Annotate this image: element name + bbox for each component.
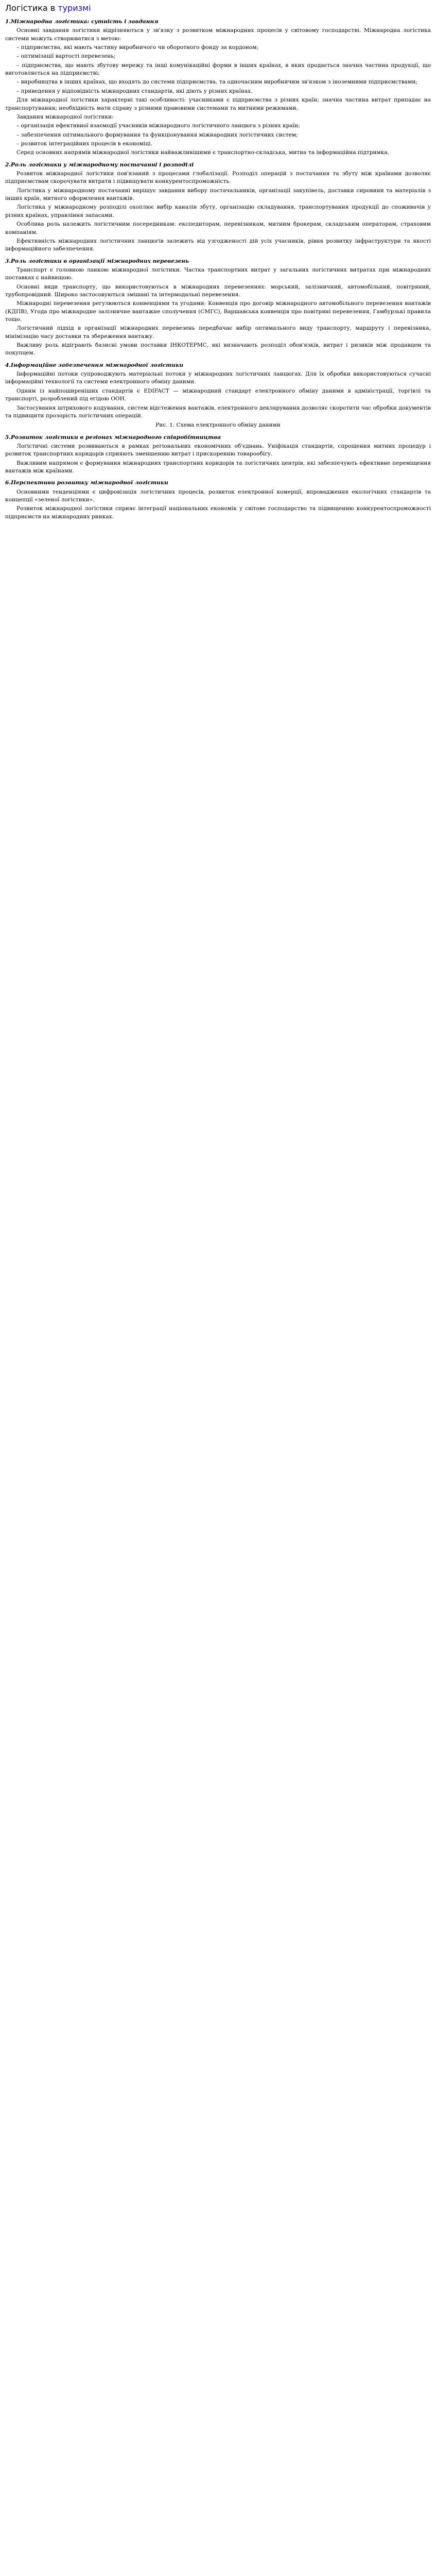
section-heading: 3.Роль логістики в організації міжнародних перевезень bbox=[5, 258, 189, 264]
paragraph: Застосування штрихового кодування, систем відстеження вантажів, електронного декларування дозволяє скоротити час обробки документів та підвищити прозорість логістичних операцій. bbox=[5, 404, 431, 419]
paragraph: Важливу роль відіграють базисні умови поставки ІНКОТЕРМС, які визначають розподіл обов'язків, витрат і ризиків між продавцем та покупцем. bbox=[5, 342, 431, 357]
paragraph: – підприємства, які мають частину виробничого чи оборотного фонду за кордоном; bbox=[16, 44, 259, 51]
paragraph: Одним із найпоширеніших стандартів є EDIFACT — міжнародний стандарт електронного обміну даними в адміністрації, торгівлі та транспорті, розроблений під егідою ООН. bbox=[5, 387, 431, 402]
page-title-prefix: Логістика в bbox=[5, 3, 58, 13]
section-heading: 2.Роль логістики у міжнародному постачанні і розподілі bbox=[5, 161, 194, 168]
paragraph: Логістичні системи розвиваються в рамках регіональних економічних об'єднань. Уніфікація стандартів, спрощення митних процедур і розвиток транспортних коридорів сприяють зменшенню витрат і прискоренню товарообігу. bbox=[5, 443, 431, 457]
paragraph: – організація ефективної взаємодії учасників міжнародного логістичного ланцюга з різних країн; bbox=[16, 123, 300, 129]
paragraph: Ефективність міжнародних логістичних ланцюгів залежить від узгодженості дій усіх учасників, рівня розвитку інфраструктури та якості інформаційного забезпечення. bbox=[5, 238, 431, 252]
paragraph: Логістичний підхід в організації міжнародних перевезень передбачає вибір оптимального виду транспорту, маршруту і перевізника, мінімізацію часу доставки та збереження вантажу. bbox=[5, 325, 431, 340]
paragraph: – підприємства, що мають збутову мережу та інші комунікаційні форми в інших країнах, в яких продається значна частина продукції, що виготовляється на підприємстві; bbox=[5, 62, 431, 77]
paragraph: Основні види транспорту, що використовуються в міжнародних перевезеннях: морський, залізничний, автомобільний, повітряний, трубопровідний. Широко застосовуються змішані та інтермодальні перевезення. bbox=[5, 283, 431, 298]
paragraph: – виробництва в інших країнах, що входять до системи підприємства, та одночасним виробничим зв'язком з іноземними підприємствами; bbox=[16, 79, 417, 86]
section-heading: 1.Міжнародна логістика: сутність і завдання bbox=[5, 19, 159, 25]
paragraph: Важливим напрямом є формування міжнародних транспортних коридорів та логістичних центрів, які забезпечують ефективне переміщення вантажів між країнами. bbox=[5, 460, 431, 474]
paragraph: Логістика у міжнародному постачанні вирішує завдання вибору постачальників, організації закупівель, доставки сировини та матеріалів з інших країн, митного оформлення вантажів. bbox=[5, 187, 431, 202]
figure-caption: Рис. 1. Схема електронного обміну даними bbox=[155, 422, 281, 429]
page-title-link[interactable]: туризмі bbox=[58, 3, 91, 13]
paragraph: Логістика у міжнародному розподілі охоплює вибір каналів збуту, організацію складування, транспортування продукції до споживачів у різних країнах, управління запасами. bbox=[5, 204, 431, 218]
document-body bbox=[5, 18, 431, 521]
paragraph: – розвиток інтеграційних процесів в економіці. bbox=[16, 140, 152, 147]
document-page bbox=[0, 0, 436, 524]
paragraph: – забезпечення оптимального формування та функціонування міжнародних логістичних систем; bbox=[16, 131, 298, 138]
paragraph: Транспорт є головною ланкою міжнародної логістики. Частка транспортних витрат у загальних логістичних витратах при міжнародних поставках є найвищою. bbox=[5, 266, 431, 281]
paragraph: Завдання міжнародної логістики: bbox=[16, 113, 114, 120]
paragraph: – приведення у відповідність міжнародних стандартів, які діють у різних країнах. bbox=[16, 88, 253, 94]
paragraph: Основні завдання логістики відрізняються у зв'язку з розвитком міжнародних процесів у світовому господарстві. Міжнародна логістика системи можуть створюватися з метою: bbox=[5, 27, 431, 42]
paragraph: Особлива роль належить логістичним посередникам: експедиторам, перевізникам, митним брокерам, складським операторам, страховим компаніям. bbox=[5, 221, 431, 235]
paragraph: Розвиток міжнародної логістики пов'язаний з процесами глобалізації. Розподіл операцій з постачання та збуту між країнами дозволяє підприємствам скорочувати витрати і підвищувати конкурентоспроможність. bbox=[5, 170, 431, 185]
page-title bbox=[5, 3, 431, 13]
paragraph: – оптимізації вартості перевезень; bbox=[16, 53, 116, 60]
paragraph: Серед основних напрямів міжнародної логістики найважливішими є транспортно-складська, митна та інформаційна підтримка. bbox=[16, 149, 390, 156]
section-heading: 6.Перспективи розвитку міжнародної логістики bbox=[5, 480, 168, 486]
section-heading: 5.Розвиток логістики в регіонах міжнародного співробітництва bbox=[5, 434, 221, 440]
paragraph: Для міжнародної логістики характерні такі особливості: учасниками є підприємства з різних країн; значна частина витрат припадає на транспортування; необхідність мати справу з різними правовими системами та митними режимами. bbox=[5, 97, 431, 111]
paragraph: Міжнародні перевезення регулюються конвенціями та угодами: Конвенція про договір міжнародного автомобільного перевезення вантажів (КДПВ), Угода про міжнародне залізничне вантажне сполучення (СМГС), Варшавська конвенція про повітряні перевезення, Гамбурзькі правила тощо. bbox=[5, 300, 431, 323]
paragraph: Основними тенденціями є цифровізація логістичних процесів, розвиток електронної комерції, впровадження екологічних стандартів та концепції «зеленої логістики». bbox=[5, 488, 431, 503]
paragraph: Розвиток міжнародної логістики сприяє інтеграції національних економік у світове господарство та підвищенню конкурентоспроможності підприємств на міжнародних ринках. bbox=[5, 505, 431, 520]
section-heading: 4.Інформаційне забезпечення міжнародної логістики bbox=[5, 362, 184, 368]
paragraph: Інформаційні потоки супроводжують матеріальні потоки у міжнародних логістичних ланцюгах. Для їх обробки використовуються сучасні інформаційні технології та системи електронного обміну даними. bbox=[5, 371, 431, 385]
